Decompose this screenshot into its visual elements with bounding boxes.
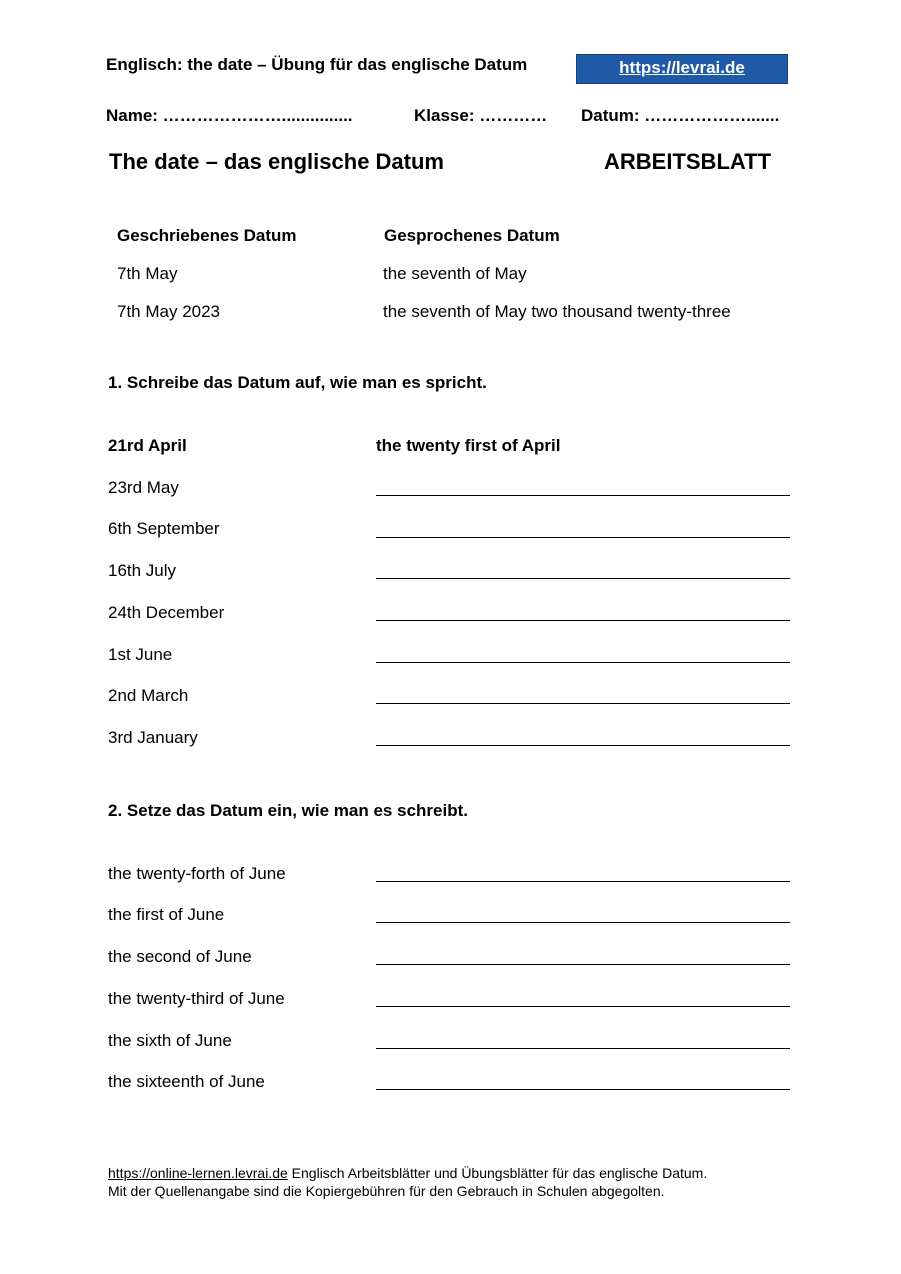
task1-item: 23rd May	[108, 478, 179, 497]
answer-line[interactable]	[376, 922, 790, 923]
answer-line[interactable]	[376, 1048, 790, 1049]
page-title: The date – das englische Datum	[109, 149, 444, 174]
task1-item: 24th December	[108, 603, 225, 622]
footer-text-1: Englisch Arbeitsblätter und Übungsblätter für das englische Datum.	[287, 1165, 708, 1181]
task1-sample-answer: the twenty first of April	[376, 436, 561, 455]
task1-item: 2nd March	[108, 686, 189, 705]
task2-item: the sixth of June	[108, 1031, 232, 1050]
footer-line-2: Mit der Quellenangabe sind die Kopiergebühren für den Gebrauch in Schulen abgegolten.	[108, 1183, 665, 1199]
example-written-1: 7th May	[117, 264, 178, 283]
answer-line[interactable]	[376, 745, 790, 746]
task1-sample-date: 21rd April	[108, 436, 187, 455]
task1-item: 16th July	[108, 561, 177, 580]
answer-line[interactable]	[376, 703, 790, 704]
task2-item: the second of June	[108, 947, 252, 966]
task2-item: the sixteenth of June	[108, 1072, 265, 1091]
task2-item: the twenty-third of June	[108, 989, 285, 1008]
example-header-written: Geschriebenes Datum	[117, 226, 297, 245]
task2-heading: 2. Setze das Datum ein, wie man es schreibt.	[108, 801, 468, 820]
answer-line[interactable]	[376, 620, 790, 621]
answer-line[interactable]	[376, 964, 790, 965]
task2-item: the twenty-forth of June	[108, 864, 286, 883]
answer-line[interactable]	[376, 495, 790, 496]
example-spoken-1: the seventh of May	[383, 264, 527, 283]
task1-heading: 1. Schreibe das Datum auf, wie man es spricht.	[108, 373, 487, 392]
datum-field: Datum: ……………….......	[581, 106, 780, 125]
worksheet-label: ARBEITSBLATT	[604, 149, 772, 174]
answer-line[interactable]	[376, 881, 790, 882]
answer-line[interactable]	[376, 662, 790, 663]
footer	[108, 1164, 707, 1200]
task1-item: 6th September	[108, 519, 220, 538]
answer-line[interactable]	[376, 1089, 790, 1090]
task2-item: the first of June	[108, 905, 225, 924]
levrai-link-label[interactable]: https://levrai.de	[619, 58, 745, 77]
example-header-spoken: Gesprochenes Datum	[384, 226, 560, 245]
example-spoken-2: the seventh of May two thousand twenty-three	[383, 302, 731, 321]
task1-item: 1st June	[108, 645, 173, 664]
answer-line[interactable]	[376, 537, 790, 538]
levrai-link-button[interactable]	[576, 54, 788, 84]
example-written-2: 7th May 2023	[117, 302, 221, 321]
header-title: Englisch: the date – Übung für das englische Datum	[106, 55, 528, 74]
footer-line-1	[108, 1164, 707, 1182]
task1-item: 3rd January	[108, 728, 198, 747]
klasse-field: Klasse: …………	[414, 106, 548, 125]
name-field: Name: …………………...............	[106, 106, 353, 125]
footer-link[interactable]: https://online-lernen.levrai.de	[108, 1165, 288, 1181]
answer-line[interactable]	[376, 1006, 790, 1007]
answer-line[interactable]	[376, 578, 790, 579]
